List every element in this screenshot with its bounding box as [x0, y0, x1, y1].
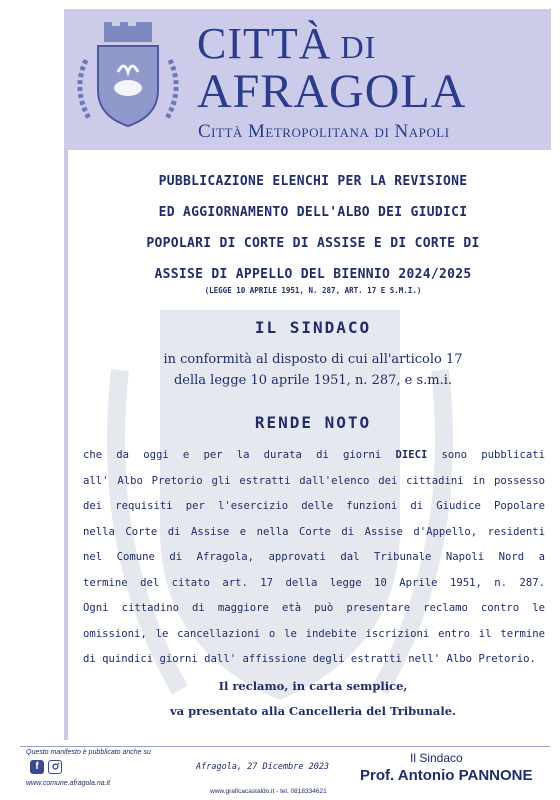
body-line: termine del citato art. 17 della legge 10 Aprile 1951, n. 287. [83, 576, 545, 589]
body-line: di quindici giorni dall' affissione degli estratti nell' Albo Pretorio. [83, 653, 536, 665]
body-line: dei requisiti per l'esercizio delle funzioni di Giudice Popolare [83, 500, 545, 512]
city-title-di: DI [331, 29, 377, 65]
body-text-fragment: che da oggi e per la durata di giorni [83, 449, 396, 461]
signature-role: Il Sindaco [410, 751, 463, 765]
body-line: nella Corte di Assise e nella Corte di Assise d'Appello, residenti [83, 525, 545, 538]
reclamo-line: Il reclamo, in carta semplice, [218, 679, 408, 693]
headline-line: ED AGGIORNAMENTO DELL'ALBO DEI GIUDICI [158, 205, 468, 220]
date-place: Afragola, 27 Dicembre 2023 [196, 762, 330, 772]
sindaco-heading: IL SINDACO [254, 318, 372, 337]
city-title-word: CITTÀ [197, 19, 332, 68]
reclamo-line: va presentato alla Cancelleria del Tribunale. [169, 704, 457, 718]
conformita-line: della legge 10 aprile 1951, n. 287, e s.m.i. [173, 373, 453, 388]
printer-credit: www.graficacastaldo.it - tel. 0818334621 [210, 788, 327, 795]
headline-line: PUBBLICAZIONE ELENCHI PER LA REVISIONE [158, 174, 468, 189]
headline-line: POPOLARI DI CORTE DI ASSISE E DI CORTE DI [146, 236, 480, 251]
conformita-line: in conformità al disposto di cui all'articolo 17 [163, 352, 463, 367]
left-margin-bar [64, 150, 68, 740]
city-name: AFRAGOLA [197, 65, 467, 118]
facebook-icon[interactable]: f [30, 760, 44, 774]
website-link[interactable]: www.comune.afragola.na.it [26, 780, 111, 787]
body-line: nel Comune di Afragola, approvati dal Tribunale Napoli Nord a [83, 551, 545, 563]
body-line [83, 443, 545, 469]
coat-of-arms-icon [68, 20, 188, 132]
body-line: all' Albo Pretorio gli estratti dall'elenco dei cittadini in possesso [83, 474, 545, 487]
footer-divider [20, 746, 550, 747]
headline-line: ASSISE DI APPELLO DEL BIENNIO 2024/2025 [154, 267, 472, 282]
notice-body [83, 443, 545, 673]
body-line: Ogni cittadino di maggiore età può presentare reclamo contro le [83, 602, 545, 614]
signature-name: Prof. Antonio PANNONE [360, 767, 533, 784]
body-line: omissioni, le cancellazioni o le indebite iscrizioni entro il termine [83, 627, 545, 640]
city-subtitle: Città Metropolitana di Napoli [198, 121, 450, 142]
law-reference: (LEGGE 10 APRILE 1951, N. 287, ART. 17 E S.M.I.) [204, 286, 422, 295]
body-text-fragment: sono pubblicati [427, 449, 545, 461]
social-note: Questo manifesto è pubblicato anche su [26, 749, 151, 756]
reclamo-note [72, 674, 554, 724]
conformita-text [72, 349, 554, 391]
instagram-icon[interactable] [48, 760, 62, 774]
social-icons [30, 760, 62, 774]
headline [72, 166, 554, 290]
rende-noto-heading: RENDE NOTO [254, 413, 372, 432]
city-title [197, 19, 467, 118]
days-count: DIECI [395, 449, 428, 461]
